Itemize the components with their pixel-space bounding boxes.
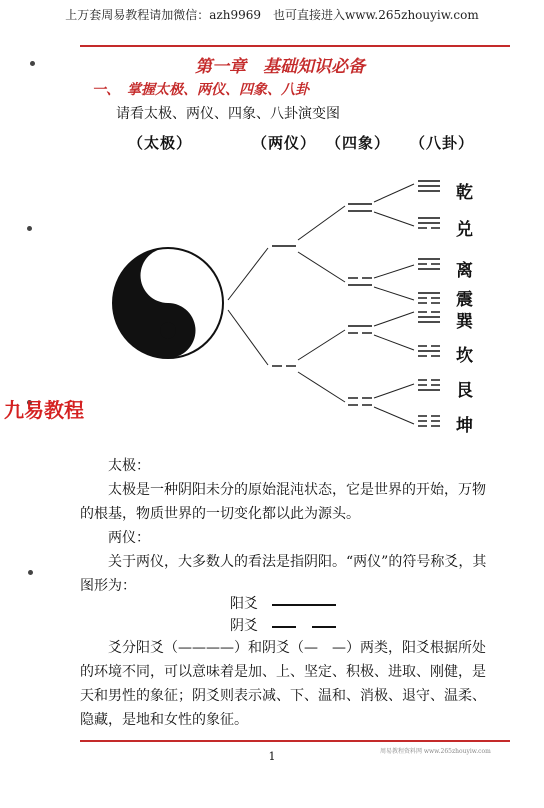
yin-yao-label: 阴爻 — [230, 618, 258, 634]
trigram-kan: 坎 — [456, 346, 473, 366]
sixiang-lesser-yin — [348, 278, 372, 285]
trigram-gen: 艮 — [456, 381, 473, 401]
trigram-li: 离 — [456, 261, 473, 281]
page-number: 1 — [268, 750, 276, 763]
trigram-xun: 巽 — [456, 312, 473, 332]
trigram-zhen: 震 — [456, 290, 473, 310]
binder-hole — [28, 570, 33, 575]
header-note: 上万套周易教程请加微信：azh9969 也可直接进入www.265zhouyiw.com — [65, 8, 479, 22]
column-label-taiji: （太极） — [128, 134, 193, 152]
sixiang-greater-yin — [348, 398, 372, 405]
watermark-logo: 九易教程 — [4, 398, 84, 422]
column-label-bagua: （八卦） — [410, 134, 475, 152]
sixiang-greater-yang — [348, 204, 372, 211]
column-label-sixiang: （四象） — [326, 134, 391, 152]
liangyi-paragraph: 关于两仪，大多数人的看法是指阴阳。“两仪”的符号称爻，其图形为： — [80, 554, 487, 594]
taiji-symbol — [113, 248, 223, 358]
yang-yao-symbol — [272, 604, 336, 606]
trigram-symbol — [418, 293, 440, 303]
yin-yao-symbol-left — [272, 626, 296, 628]
footer-small-text: 周易教程资料网 www.265zhouyiw.com — [380, 748, 491, 755]
trigram-symbol — [418, 259, 440, 269]
trigram-kun: 坤 — [456, 416, 473, 436]
trigram-dui: 兑 — [456, 220, 473, 240]
trigram-symbol — [418, 380, 440, 390]
column-label-liangyi: （两仪） — [252, 134, 317, 152]
taiji-heading: 太极： — [108, 458, 150, 474]
liangyi-heading: 两仪： — [108, 530, 150, 546]
chapter-title: 第一章 基础知识必备 — [195, 57, 365, 77]
section-title: 一、 掌握太极、两仪、四象、八卦 — [92, 82, 309, 98]
trigram-qian: 乾 — [456, 183, 473, 203]
trigram-symbol — [418, 181, 440, 191]
taiji-paragraph: 太极是一种阴阳未分的原始混沌状态，它是世界的开始，万物的根基，物质世界的一切变化都以此为源头。 — [80, 482, 486, 522]
yang-yao-label: 阳爻 — [230, 596, 258, 612]
trigram-symbol — [418, 416, 440, 426]
intro-line: 请看太极、两仪、四象、八卦演变图 — [116, 106, 340, 122]
trigram-symbol — [418, 312, 440, 322]
trigram-symbol — [418, 346, 440, 356]
yin-yao-symbol-right — [312, 626, 336, 628]
yao-paragraph: 爻分阳爻（————）和阴爻（— —）两类，阳爻根据所处的环境不同，可以意味着是加、上、坚定、积极、进取、刚健，是天和男性的象征；阴爻则表示减、下、温和、消极、退守、温柔、隐藏，是地和女性的象征。 — [80, 640, 486, 728]
sixiang-lesser-yang — [348, 326, 372, 333]
trigram-symbol — [418, 218, 440, 228]
bottom-rule — [80, 740, 510, 742]
